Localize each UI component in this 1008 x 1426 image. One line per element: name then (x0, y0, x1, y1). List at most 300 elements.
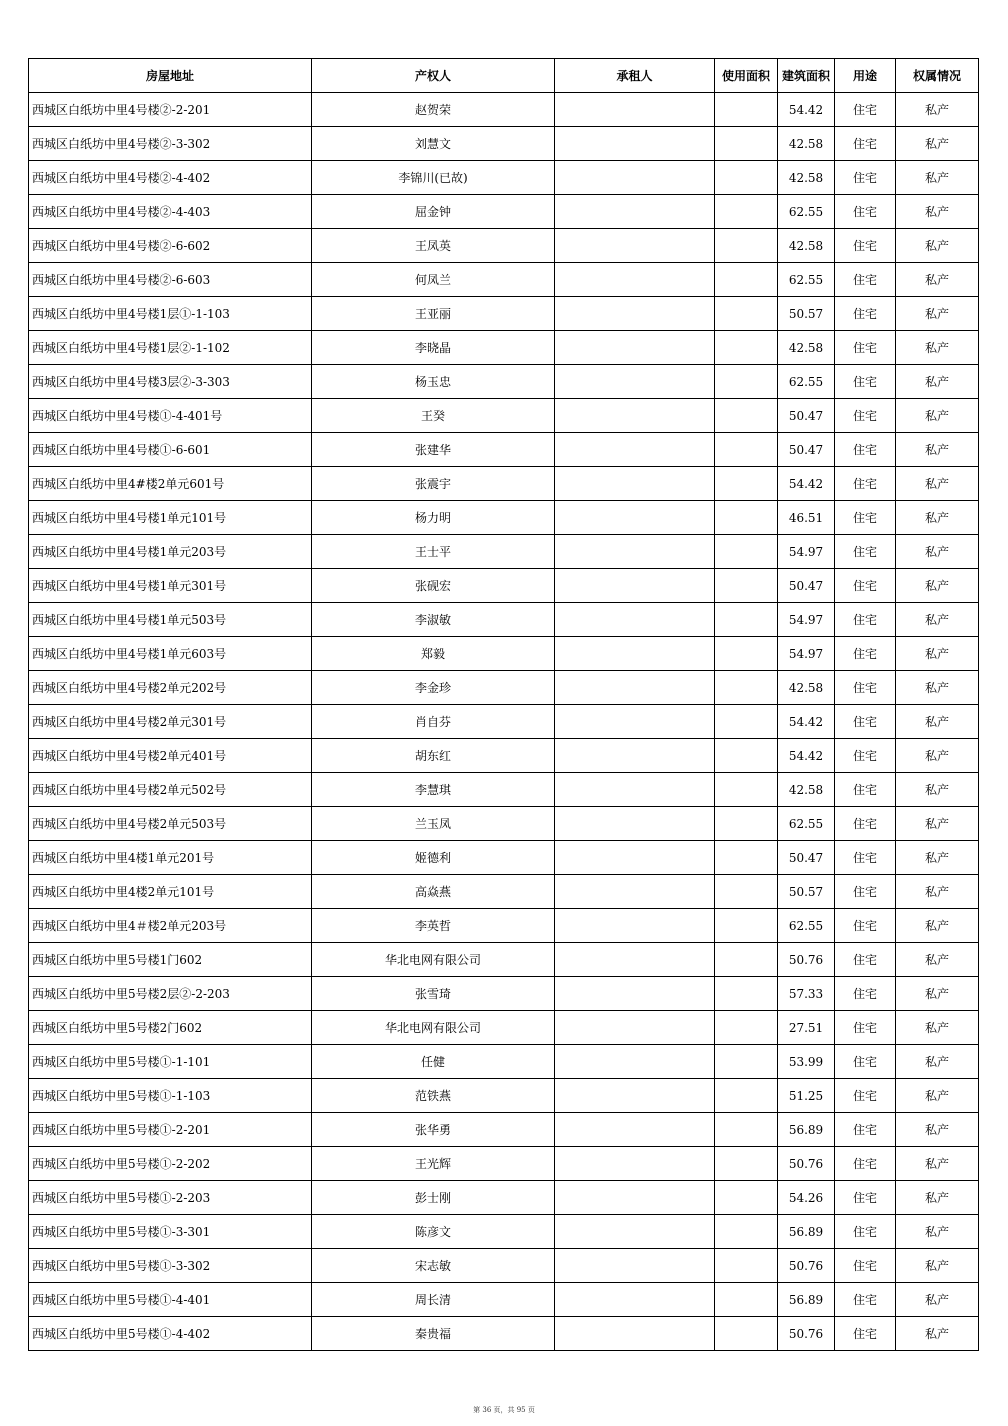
ownership-cell: 私产 (896, 875, 979, 909)
owner-cell: 王凤英 (312, 229, 555, 263)
ownership-cell: 私产 (896, 1079, 979, 1113)
building-area-cell: 53.99 (778, 1045, 835, 1079)
address-cell: 西城区白纸坊中里4号楼②-6-603 (29, 263, 312, 297)
owner-cell: 张建华 (312, 433, 555, 467)
table-row (29, 807, 979, 841)
table-row (29, 331, 979, 365)
usable-area-cell (715, 875, 778, 909)
address-cell: 西城区白纸坊中里5号楼①-3-302 (29, 1249, 312, 1283)
building-area-cell: 51.25 (778, 1079, 835, 1113)
usable-area-cell (715, 399, 778, 433)
table-row (29, 875, 979, 909)
usage-cell: 住宅 (835, 535, 896, 569)
building-area-cell: 50.76 (778, 1147, 835, 1181)
header-building-area: 建筑面积 (778, 59, 835, 93)
table-row (29, 671, 979, 705)
table-row (29, 637, 979, 671)
owner-cell: 王士平 (312, 535, 555, 569)
tenant-cell (555, 977, 715, 1011)
usable-area-cell (715, 467, 778, 501)
building-area-cell: 54.97 (778, 535, 835, 569)
usable-area-cell (715, 841, 778, 875)
address-cell: 西城区白纸坊中里4楼2单元101号 (29, 875, 312, 909)
usable-area-cell (715, 1215, 778, 1249)
usage-cell: 住宅 (835, 1317, 896, 1351)
address-cell: 西城区白纸坊中里4号楼①-6-601 (29, 433, 312, 467)
building-area-cell: 50.47 (778, 399, 835, 433)
usage-cell: 住宅 (835, 331, 896, 365)
address-cell: 西城区白纸坊中里5号楼①-2-202 (29, 1147, 312, 1181)
owner-cell: 彭士刚 (312, 1181, 555, 1215)
tenant-cell (555, 1181, 715, 1215)
owner-cell: 兰玉凤 (312, 807, 555, 841)
usage-cell: 住宅 (835, 161, 896, 195)
usable-area-cell (715, 1147, 778, 1181)
usable-area-cell (715, 1181, 778, 1215)
usable-area-cell (715, 161, 778, 195)
building-area-cell: 50.76 (778, 943, 835, 977)
building-area-cell: 50.57 (778, 297, 835, 331)
building-area-cell: 54.42 (778, 739, 835, 773)
usable-area-cell (715, 433, 778, 467)
building-area-cell: 42.58 (778, 161, 835, 195)
tenant-cell (555, 93, 715, 127)
usable-area-cell (715, 1045, 778, 1079)
building-area-cell: 62.55 (778, 263, 835, 297)
owner-cell: 杨力明 (312, 501, 555, 535)
building-area-cell: 57.33 (778, 977, 835, 1011)
usage-cell: 住宅 (835, 399, 896, 433)
usable-area-cell (715, 569, 778, 603)
owner-cell: 杨玉忠 (312, 365, 555, 399)
table-row (29, 399, 979, 433)
address-cell: 西城区白纸坊中里5号楼①-2-201 (29, 1113, 312, 1147)
tenant-cell (555, 433, 715, 467)
tenant-cell (555, 1113, 715, 1147)
header-tenant: 承租人 (555, 59, 715, 93)
building-area-cell: 56.89 (778, 1215, 835, 1249)
tenant-cell (555, 841, 715, 875)
table-row (29, 195, 979, 229)
ownership-cell: 私产 (896, 433, 979, 467)
ownership-cell: 私产 (896, 637, 979, 671)
table-row (29, 365, 979, 399)
usable-area-cell (715, 671, 778, 705)
header-address: 房屋地址 (29, 59, 312, 93)
table-row (29, 501, 979, 535)
usage-cell: 住宅 (835, 977, 896, 1011)
ownership-cell: 私产 (896, 1249, 979, 1283)
tenant-cell (555, 807, 715, 841)
usable-area-cell (715, 127, 778, 161)
building-area-cell: 54.97 (778, 603, 835, 637)
address-cell: 西城区白纸坊中里4号楼②-4-402 (29, 161, 312, 195)
tenant-cell (555, 739, 715, 773)
address-cell: 西城区白纸坊中里5号楼1门602 (29, 943, 312, 977)
tenant-cell (555, 229, 715, 263)
usable-area-cell (715, 807, 778, 841)
building-area-cell: 42.58 (778, 773, 835, 807)
ownership-cell: 私产 (896, 807, 979, 841)
table-row (29, 1283, 979, 1317)
table-row (29, 1147, 979, 1181)
usage-cell: 住宅 (835, 195, 896, 229)
header-ownership: 权属情况 (896, 59, 979, 93)
building-area-cell: 62.55 (778, 807, 835, 841)
ownership-cell: 私产 (896, 603, 979, 637)
address-cell: 西城区白纸坊中里4号楼1单元101号 (29, 501, 312, 535)
table-body (29, 93, 979, 1351)
usage-cell: 住宅 (835, 841, 896, 875)
building-area-cell: 42.58 (778, 127, 835, 161)
building-area-cell: 42.58 (778, 331, 835, 365)
usage-cell: 住宅 (835, 297, 896, 331)
building-area-cell: 62.55 (778, 195, 835, 229)
owner-cell: 张华勇 (312, 1113, 555, 1147)
owner-cell: 李慧琪 (312, 773, 555, 807)
table-row (29, 1079, 979, 1113)
table-row (29, 467, 979, 501)
owner-cell: 胡东红 (312, 739, 555, 773)
owner-cell: 郑毅 (312, 637, 555, 671)
address-cell: 西城区白纸坊中里4号楼1单元301号 (29, 569, 312, 603)
tenant-cell (555, 909, 715, 943)
ownership-cell: 私产 (896, 297, 979, 331)
ownership-cell: 私产 (896, 331, 979, 365)
owner-cell: 李锦川(已故) (312, 161, 555, 195)
usage-cell: 住宅 (835, 603, 896, 637)
address-cell: 西城区白纸坊中里5号楼①-3-301 (29, 1215, 312, 1249)
tenant-cell (555, 1011, 715, 1045)
usable-area-cell (715, 331, 778, 365)
header-owner: 产权人 (312, 59, 555, 93)
usable-area-cell (715, 739, 778, 773)
table-row (29, 1113, 979, 1147)
address-cell: 西城区白纸坊中里4号楼②-2-201 (29, 93, 312, 127)
ownership-cell: 私产 (896, 569, 979, 603)
tenant-cell (555, 467, 715, 501)
building-area-cell: 50.76 (778, 1317, 835, 1351)
building-area-cell: 54.42 (778, 705, 835, 739)
ownership-cell: 私产 (896, 1283, 979, 1317)
ownership-cell: 私产 (896, 195, 979, 229)
owner-cell: 王亚丽 (312, 297, 555, 331)
usable-area-cell (715, 535, 778, 569)
table-row (29, 229, 979, 263)
owner-cell: 李金珍 (312, 671, 555, 705)
usable-area-cell (715, 1249, 778, 1283)
usable-area-cell (715, 195, 778, 229)
address-cell: 西城区白纸坊中里4号楼②-6-602 (29, 229, 312, 263)
tenant-cell (555, 195, 715, 229)
address-cell: 西城区白纸坊中里4号楼3层②-3-303 (29, 365, 312, 399)
tenant-cell (555, 569, 715, 603)
usage-cell: 住宅 (835, 739, 896, 773)
address-cell: 西城区白纸坊中里4号楼1单元203号 (29, 535, 312, 569)
owner-cell: 赵贺荣 (312, 93, 555, 127)
tenant-cell (555, 875, 715, 909)
usable-area-cell (715, 909, 778, 943)
table-row (29, 909, 979, 943)
usage-cell: 住宅 (835, 1147, 896, 1181)
owner-cell: 姬德利 (312, 841, 555, 875)
usable-area-cell (715, 93, 778, 127)
ownership-cell: 私产 (896, 705, 979, 739)
usage-cell: 住宅 (835, 637, 896, 671)
usable-area-cell (715, 1283, 778, 1317)
tenant-cell (555, 637, 715, 671)
table-row (29, 943, 979, 977)
address-cell: 西城区白纸坊中里4号楼2单元202号 (29, 671, 312, 705)
building-area-cell: 50.47 (778, 433, 835, 467)
ownership-cell: 私产 (896, 1113, 979, 1147)
usable-area-cell (715, 637, 778, 671)
owner-cell: 张砚宏 (312, 569, 555, 603)
header-usable-area: 使用面积 (715, 59, 778, 93)
building-area-cell: 50.76 (778, 1249, 835, 1283)
owner-cell: 王癸 (312, 399, 555, 433)
owner-cell: 宋志敏 (312, 1249, 555, 1283)
building-area-cell: 50.47 (778, 569, 835, 603)
usable-area-cell (715, 943, 778, 977)
owner-cell: 肖自芬 (312, 705, 555, 739)
owner-cell: 范铁燕 (312, 1079, 555, 1113)
usage-cell: 住宅 (835, 229, 896, 263)
tenant-cell (555, 1147, 715, 1181)
building-area-cell: 42.58 (778, 229, 835, 263)
table-row (29, 1215, 979, 1249)
address-cell: 西城区白纸坊中里4号楼1层②-1-102 (29, 331, 312, 365)
usable-area-cell (715, 365, 778, 399)
property-table (28, 58, 979, 1351)
ownership-cell: 私产 (896, 1317, 979, 1351)
usage-cell: 住宅 (835, 1045, 896, 1079)
address-cell: 西城区白纸坊中里4号楼2单元503号 (29, 807, 312, 841)
tenant-cell (555, 1079, 715, 1113)
usable-area-cell (715, 1317, 778, 1351)
building-area-cell: 56.89 (778, 1113, 835, 1147)
address-cell: 西城区白纸坊中里4号楼②-3-302 (29, 127, 312, 161)
usable-area-cell (715, 297, 778, 331)
usage-cell: 住宅 (835, 875, 896, 909)
address-cell: 西城区白纸坊中里4号楼②-4-403 (29, 195, 312, 229)
table-row (29, 841, 979, 875)
ownership-cell: 私产 (896, 1011, 979, 1045)
tenant-cell (555, 671, 715, 705)
usable-area-cell (715, 603, 778, 637)
owner-cell: 任健 (312, 1045, 555, 1079)
usage-cell: 住宅 (835, 671, 896, 705)
address-cell: 西城区白纸坊中里4号楼1层①-1-103 (29, 297, 312, 331)
owner-cell: 李晓晶 (312, 331, 555, 365)
table-row (29, 263, 979, 297)
table-row (29, 773, 979, 807)
ownership-cell: 私产 (896, 773, 979, 807)
usable-area-cell (715, 773, 778, 807)
ownership-cell: 私产 (896, 977, 979, 1011)
table-row (29, 535, 979, 569)
ownership-cell: 私产 (896, 909, 979, 943)
tenant-cell (555, 773, 715, 807)
building-area-cell: 46.51 (778, 501, 835, 535)
address-cell: 西城区白纸坊中里5号楼①-1-101 (29, 1045, 312, 1079)
usable-area-cell (715, 705, 778, 739)
address-cell: 西城区白纸坊中里5号楼①-4-401 (29, 1283, 312, 1317)
usage-cell: 住宅 (835, 263, 896, 297)
building-area-cell: 54.42 (778, 93, 835, 127)
tenant-cell (555, 535, 715, 569)
ownership-cell: 私产 (896, 467, 979, 501)
usable-area-cell (715, 229, 778, 263)
header-usage: 用途 (835, 59, 896, 93)
building-area-cell: 54.97 (778, 637, 835, 671)
owner-cell: 高焱燕 (312, 875, 555, 909)
owner-cell: 张雪琦 (312, 977, 555, 1011)
table-row (29, 705, 979, 739)
ownership-cell: 私产 (896, 739, 979, 773)
tenant-cell (555, 1317, 715, 1351)
usage-cell: 住宅 (835, 909, 896, 943)
building-area-cell: 50.47 (778, 841, 835, 875)
usage-cell: 住宅 (835, 1113, 896, 1147)
ownership-cell: 私产 (896, 1147, 979, 1181)
building-area-cell: 62.55 (778, 909, 835, 943)
address-cell: 西城区白纸坊中里4号楼1单元503号 (29, 603, 312, 637)
usage-cell: 住宅 (835, 807, 896, 841)
owner-cell: 秦贵福 (312, 1317, 555, 1351)
usage-cell: 住宅 (835, 1215, 896, 1249)
tenant-cell (555, 1045, 715, 1079)
ownership-cell: 私产 (896, 671, 979, 705)
tenant-cell (555, 297, 715, 331)
table-row (29, 297, 979, 331)
usage-cell: 住宅 (835, 1249, 896, 1283)
owner-cell: 王光辉 (312, 1147, 555, 1181)
usage-cell: 住宅 (835, 1283, 896, 1317)
building-area-cell: 56.89 (778, 1283, 835, 1317)
address-cell: 西城区白纸坊中里4号楼1单元603号 (29, 637, 312, 671)
ownership-cell: 私产 (896, 501, 979, 535)
usable-area-cell (715, 1113, 778, 1147)
owner-cell: 华北电网有限公司 (312, 943, 555, 977)
owner-cell: 周长清 (312, 1283, 555, 1317)
tenant-cell (555, 399, 715, 433)
table-row (29, 127, 979, 161)
page-number: 第 36 页，共 95 页 (473, 1406, 535, 1414)
address-cell: 西城区白纸坊中里4号楼①-4-401号 (29, 399, 312, 433)
ownership-cell: 私产 (896, 943, 979, 977)
ownership-cell: 私产 (896, 161, 979, 195)
owner-cell: 刘慧文 (312, 127, 555, 161)
address-cell: 西城区白纸坊中里5号楼①-2-203 (29, 1181, 312, 1215)
tenant-cell (555, 365, 715, 399)
usage-cell: 住宅 (835, 365, 896, 399)
ownership-cell: 私产 (896, 399, 979, 433)
tenant-cell (555, 331, 715, 365)
usage-cell: 住宅 (835, 467, 896, 501)
building-area-cell: 27.51 (778, 1011, 835, 1045)
table-row (29, 739, 979, 773)
address-cell: 西城区白纸坊中里4楼1单元201号 (29, 841, 312, 875)
table-row (29, 1181, 979, 1215)
table-row (29, 161, 979, 195)
owner-cell: 张震宇 (312, 467, 555, 501)
owner-cell: 何凤兰 (312, 263, 555, 297)
table-row (29, 1045, 979, 1079)
tenant-cell (555, 1215, 715, 1249)
usage-cell: 住宅 (835, 501, 896, 535)
ownership-cell: 私产 (896, 127, 979, 161)
ownership-cell: 私产 (896, 263, 979, 297)
usable-area-cell (715, 977, 778, 1011)
address-cell: 西城区白纸坊中里4号楼2单元401号 (29, 739, 312, 773)
tenant-cell (555, 1249, 715, 1283)
table-row (29, 569, 979, 603)
owner-cell: 李英哲 (312, 909, 555, 943)
usable-area-cell (715, 263, 778, 297)
usage-cell: 住宅 (835, 943, 896, 977)
tenant-cell (555, 603, 715, 637)
address-cell: 西城区白纸坊中里4号楼2单元301号 (29, 705, 312, 739)
usage-cell: 住宅 (835, 1181, 896, 1215)
table-row (29, 1317, 979, 1351)
address-cell: 西城区白纸坊中里5号楼①-1-103 (29, 1079, 312, 1113)
building-area-cell: 50.57 (778, 875, 835, 909)
table-row (29, 93, 979, 127)
ownership-cell: 私产 (896, 93, 979, 127)
usage-cell: 住宅 (835, 1011, 896, 1045)
ownership-cell: 私产 (896, 535, 979, 569)
building-area-cell: 54.26 (778, 1181, 835, 1215)
owner-cell: 华北电网有限公司 (312, 1011, 555, 1045)
address-cell: 西城区白纸坊中里5号楼①-4-402 (29, 1317, 312, 1351)
tenant-cell (555, 1283, 715, 1317)
building-area-cell: 62.55 (778, 365, 835, 399)
table-row (29, 433, 979, 467)
table-header-row (29, 59, 979, 93)
tenant-cell (555, 263, 715, 297)
ownership-cell: 私产 (896, 365, 979, 399)
usage-cell: 住宅 (835, 569, 896, 603)
usable-area-cell (715, 1011, 778, 1045)
usage-cell: 住宅 (835, 127, 896, 161)
ownership-cell: 私产 (896, 229, 979, 263)
usage-cell: 住宅 (835, 1079, 896, 1113)
usage-cell: 住宅 (835, 705, 896, 739)
tenant-cell (555, 501, 715, 535)
tenant-cell (555, 943, 715, 977)
usage-cell: 住宅 (835, 93, 896, 127)
building-area-cell: 54.42 (778, 467, 835, 501)
usage-cell: 住宅 (835, 773, 896, 807)
tenant-cell (555, 161, 715, 195)
owner-cell: 陈彦文 (312, 1215, 555, 1249)
building-area-cell: 42.58 (778, 671, 835, 705)
usable-area-cell (715, 501, 778, 535)
ownership-cell: 私产 (896, 1181, 979, 1215)
address-cell: 西城区白纸坊中里4＃楼2单元203号 (29, 909, 312, 943)
table-row (29, 1249, 979, 1283)
address-cell: 西城区白纸坊中里5号楼2层②-2-203 (29, 977, 312, 1011)
table-row (29, 1011, 979, 1045)
ownership-cell: 私产 (896, 841, 979, 875)
owner-cell: 屈金钟 (312, 195, 555, 229)
table-row (29, 603, 979, 637)
usable-area-cell (715, 1079, 778, 1113)
ownership-cell: 私产 (896, 1045, 979, 1079)
usage-cell: 住宅 (835, 433, 896, 467)
table-row (29, 977, 979, 1011)
